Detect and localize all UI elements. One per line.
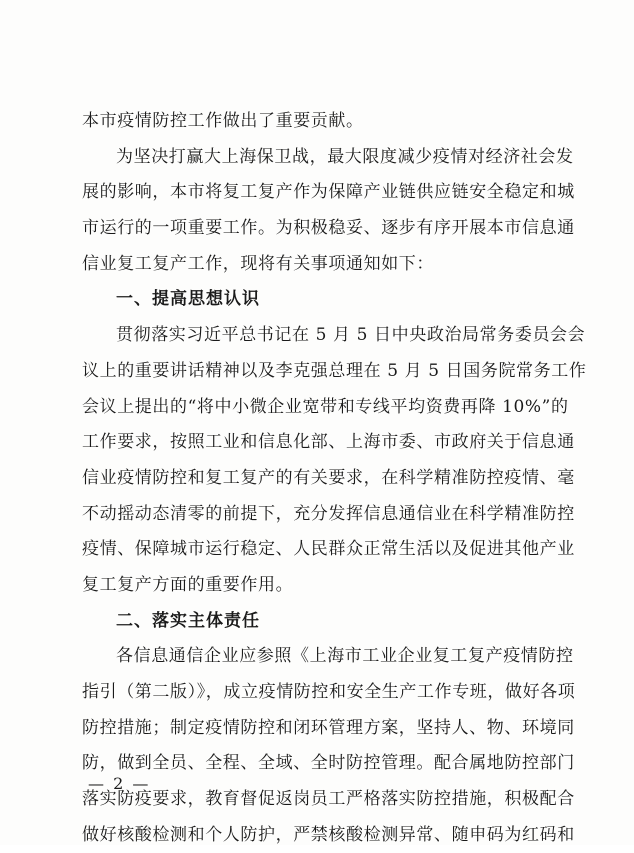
page-number: — 2 — [88,774,151,793]
text-line: 复工复产方面的重要作用。 [82,574,294,595]
text-line: 议上的重要讲话精神以及李克强总理在 5 月 5 日国务院常务工作 [82,360,587,381]
text-line: 信业复工复产工作，现将有关事项通知如下： [82,253,434,274]
text-line: 防控措施；制定疫情防控和闭环管理方案，坚持人、物、环境同 [82,717,575,738]
text-line: 做好核酸检测和个人防护，严禁核酸检测异常、随申码为红码和 [82,824,575,845]
text-line: 市运行的一项重要工作。为积极稳妥、逐步有序开展本市信息通 [82,218,575,239]
text-line: 疫情、保障城市运行稳定、人民群众正常生活以及促进其他产业 [82,539,575,560]
section-heading: 一、提高思想认识 [116,289,260,310]
text-line: 会议上提出的“将中小微企业宽带和专线平均资费再降 10%”的 [82,396,569,417]
text-line: 贯彻落实习近平总书记在 5 月 5 日中央政治局常务委员会会 [116,325,586,346]
text-line: 指引（第二版）》，成立疫情防控和安全生产工作专班，做好各项 [82,682,576,702]
text-line: 为坚决打赢大上海保卫战，最大限度减少疫情对经济社会发 [116,146,574,167]
section-heading: 二、落实主体责任 [116,610,260,631]
text-line: 不动摇动态清零的前提下，充分发挥信息通信业在科学精准防控 [82,503,575,524]
text-line: 工作要求，按照工业和信息化部、上海市委、市政府关于信息通 [82,432,575,453]
text-line: 信业疫情防控和复工复产的有关要求，在科学精准防控疫情、毫 [82,467,575,488]
body-text [82,104,587,853]
text-line: 落实防疫要求，教育督促返岗员工严格落实防控措施，积极配合 [82,789,575,810]
text-line: 本市疫情防控工作做出了重要贡献。 [82,111,364,131]
text-line: 各信息通信企业应参照《上海市工业企业复工复产疫情防控 [116,646,574,667]
text-line: 展的影响，本市将复工复产作为保障产业链供应链安全稳定和城 [82,182,575,203]
text-line: 防，做到全员、全程、全域、全时防控管理。配合属地防控部门 [82,753,575,774]
